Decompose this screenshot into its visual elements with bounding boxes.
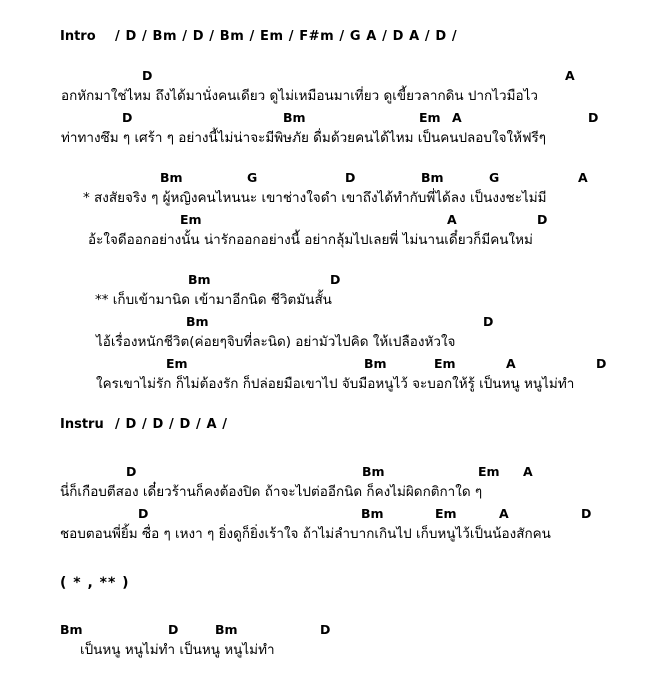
chord-row [0,312,670,331]
chord-label: D [126,464,137,479]
spacer-after-chorus-2 [0,396,670,414]
chord-row [0,66,670,85]
spacer-after-verse-1 [0,150,670,168]
chord-label: Bm [283,110,306,125]
spacer-after-intro [0,48,670,66]
chord-label: D [537,212,548,227]
chord-label: D [588,110,599,125]
chord-label: D [581,506,592,521]
repeat-text: ( * , ** ) [60,575,130,591]
chord-label: Em [419,110,441,125]
chord-label: D [168,622,179,637]
chord-label: D [345,170,356,185]
top-spacer [0,0,670,26]
chord-label: A [506,356,516,371]
lyric-row [0,289,670,312]
chord-label: G [489,170,500,185]
chord-label: Bm [364,356,387,371]
spacer-after-chorus-1 [0,252,670,270]
lyric-text: อกหักมาใช่ไหม ถึงได้มานั่งคนเดียว ดูไม่เหมือนมาเที่ยว ดูเขี้ยวลากดิน ปากไวมือไว [61,88,538,104]
verse-1 [0,66,670,150]
chord-row [0,462,670,481]
intro-label: Intro [60,29,96,44]
chord-label: D [483,314,494,329]
chord-label: Em [166,356,188,371]
chord-label: A [499,506,509,521]
chord-label: Bm [60,622,83,637]
lyric-text: ใครเขาไม่รัก ก็ไม่ต้องรัก ก็ปล่อยมือเขาไป จับมือหนูไว้ จะบอกให้รู้ เป็นหนู หนูไม่ทำ [96,376,575,392]
chord-label: A [578,170,588,185]
instru-progression: / D / D / D / A / [115,417,228,432]
instru-label: Instru [60,417,104,432]
chord-label: A [447,212,457,227]
chord-label: A [565,68,575,83]
lyric-text: ไอ้เรื่องหนักชีวิต(ค่อยๆจิบที่ละนิด) อย่ามัวไปคิด ให้เปลืองหัวใจ [96,334,456,350]
spacer-after-repeat [0,594,670,620]
intro-section [0,26,670,48]
lyric-row [0,481,670,504]
lyric-text: อ้ะใจดีออกอย่างนั้น น่ารักออกอย่างนี้ อย่ากลุ้มไปเลยพี่ ไม่นานเดี๋ยวก็มีคนใหม่ [88,232,533,248]
chord-label: Em [434,356,456,371]
chord-row [0,168,670,187]
chord-label: G [247,170,258,185]
intro-progression: / D / Bm / D / Bm / Em / F#m / G A / D A / D / [115,29,458,44]
verse-2 [0,462,670,546]
lyric-text: นี่ก็เกือบตีสอง เดี๋ยวร้านก็คงต้องปิด ถ้าจะไปต่ออีกนิด ก็คงไม่ผิดกติกาใด ๆ [60,484,483,500]
lyric-row [0,373,670,396]
lyric-text: ชอบตอนพี่ยิ้ม ซื่อ ๆ เหงา ๆ ยิ่งดูก็ยิ่งเร้าใจ ถ้าไม่ลำบากเกินไป เก็บหนูไว้เป็นน้องสักคน [60,526,551,542]
chord-row [0,504,670,523]
chord-row [0,270,670,289]
chord-label: D [330,272,341,287]
lyric-text: * สงสัยจริง ๆ ผู้หญิงคนไหนนะ เขาช่างใจดำ เขาถึงได้ทำกับพี่ได้ลง เป็นงงชะไม่มี [83,190,547,206]
outro [0,620,670,662]
lyric-row [0,639,670,662]
chord-label: Bm [186,314,209,329]
chord-row [0,108,670,127]
chord-label: Em [435,506,457,521]
chorus-1 [0,168,670,252]
chord-label: D [122,110,133,125]
spacer-after-instru [0,436,670,462]
chord-label: Bm [362,464,385,479]
chord-row [0,620,670,639]
lyric-text: เป็นหนู หนูไม่ทำ เป็นหนู หนูไม่ทำ [80,642,275,658]
chord-label: Bm [361,506,384,521]
chord-label: A [523,464,533,479]
chord-row [0,210,670,229]
lyric-row [0,85,670,108]
chord-label: D [596,356,607,371]
chord-label: Bm [160,170,183,185]
lyric-row [0,127,670,150]
lyric-row [0,523,670,546]
chord-label: Bm [215,622,238,637]
repeat-marker [0,572,670,594]
chord-label: D [138,506,149,521]
lyric-row [0,331,670,354]
chorus-2 [0,270,670,396]
chord-label: D [320,622,331,637]
chord-label: Bm [188,272,211,287]
chord-label: Em [478,464,500,479]
lyric-row [0,229,670,252]
lyric-text: ** เก็บเข้ามานิด เข้ามาอีกนิด ชีวิตมันสั้น [95,292,332,308]
chord-label: D [142,68,153,83]
chord-label: Bm [421,170,444,185]
chord-row [0,354,670,373]
lyric-row [0,187,670,210]
chord-label: A [452,110,462,125]
chord-label: Em [180,212,202,227]
instru-section [0,414,670,436]
lyric-text: ท่าทางซึม ๆ เศร้า ๆ อย่างนี้ไม่น่าจะมีพิษภัย ดื่มด้วยคนได้ไหม เป็นคนปลอบใจให้ฟรีๆ [61,130,547,146]
spacer-after-verse-2 [0,546,670,572]
